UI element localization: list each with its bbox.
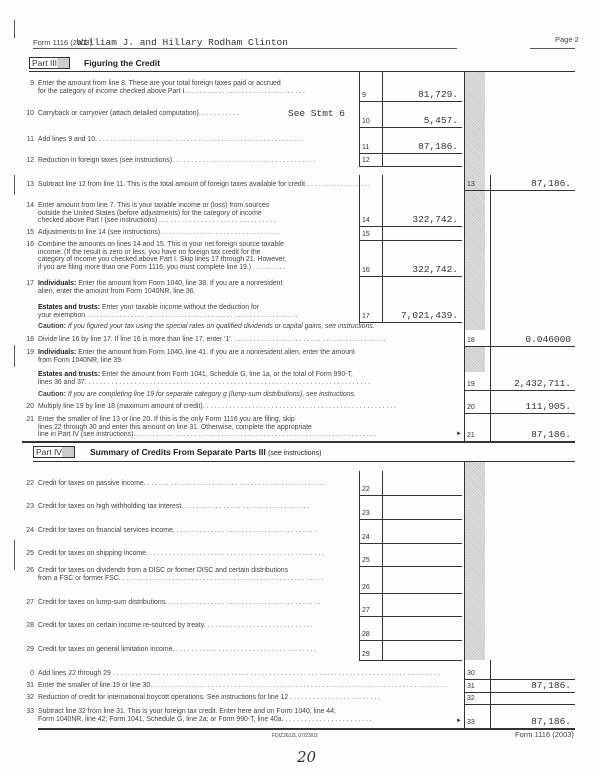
amount-value: 2,432,711. [513, 378, 571, 389]
part4-title-note: (see instructions) [268, 450, 322, 457]
caution-text: If you are completing line 19 for separate category g (lump-sum distributions), see instructions. [67, 391, 356, 398]
shaded-column [465, 462, 485, 660]
part3-label: Part III [29, 57, 70, 69]
part4-label: Part IV [33, 446, 75, 458]
line-number: 13 [26, 181, 34, 188]
part3-top-rule [29, 71, 575, 72]
box-line-number: 18 [467, 337, 475, 344]
line-text-part: category of income you checked above Part I. Skip lines 17 through 21. However, [38, 256, 287, 264]
amount-box-rule [359, 616, 462, 641]
box-line-number: 30 [467, 670, 475, 677]
line-number: 23 [26, 503, 34, 510]
line-text-part: lines 22 through 30 and enter this amount on line 31. Otherwise, complete the appropriate [38, 423, 312, 431]
line-text-part: Enter the amount from Form 1040, line 41. If you are a nonresident alien, enter the amount [78, 349, 355, 356]
footer-code: FDIZ2612L 07/23/03 [272, 733, 318, 739]
line-text-part: Enter the smaller of line 19 or line 30. . . . . . . . . . . . . . . . . . . . . . . . . . . . . . . . . . . . . . . . . . . . . . . . . . . . . . . . . . . . . . . . . . . . . . . . . . . . . . [38, 682, 447, 689]
box-line-number: 17 [362, 313, 370, 320]
line-text [38, 229, 279, 237]
line-text [38, 110, 239, 118]
line-text-part: Subtract line 12 from line 11. This is the total amount of foreign taxes available for credit . . . . . . . . . . . . . . . . . [38, 181, 371, 188]
box-line-number: 24 [362, 534, 370, 541]
header-rule [530, 48, 575, 49]
footer-form-label: Form 1116 (2003) [515, 730, 574, 739]
line-number: 21 [26, 416, 34, 423]
box-line-number: 16 [362, 267, 370, 274]
scan-mark [14, 540, 15, 570]
line-text-part: lines 36 and 37. . . . . . . . . . . . . . . . . . . . . . . . . . . . . . . . . . . . . . . . . . . . . . . . . . . . . . . . . . . . . . . . . . . . . . . . . . . [38, 378, 370, 386]
line-text-part: Credit for taxes on passive income. . . . . . . . . . . . . . . . . . . . . . . . . . . . . . . . . . . . . . . . . . . . . . . . [38, 480, 326, 487]
line-number: 22 [26, 480, 34, 487]
amount-box-rule [359, 226, 462, 241]
bold-label: Estates and trusts: [38, 371, 101, 378]
line-text [38, 280, 282, 295]
box-line-number: 20 [467, 404, 475, 411]
bold-label: Individuals: [38, 349, 77, 356]
line-text [38, 567, 324, 582]
amount-value: 87,186. [531, 716, 571, 727]
box-line-number: 15 [362, 231, 370, 238]
scan-mark [14, 345, 15, 367]
taxpayer-name: William J. and Hillary Rodham Clinton [77, 37, 288, 48]
amount-box-rule [359, 566, 462, 594]
handwritten-page-number: 20 [297, 748, 317, 766]
box-line-number: 25 [362, 557, 370, 564]
line-text-part: Enter your taxable income without the deduction for [101, 304, 260, 311]
line-text [38, 480, 326, 488]
box-line-number: 13 [467, 181, 475, 188]
line-text-part: your exemption. . . . . . . . . . . . . . . . . . . . . . . . . . . . . . . . . . . . . . . . . . . . . . . . . . . . . . . . [38, 311, 298, 319]
line-text [38, 157, 316, 165]
arrow-icon: ► [456, 431, 462, 437]
amount-value: 5,457. [423, 115, 458, 126]
line-number: 15 [26, 229, 34, 236]
line-text-part: from Form 1040NR, line 39. [38, 356, 124, 364]
line-number: 33 [26, 708, 34, 715]
line-number: 32 [26, 694, 34, 701]
line-number: 17 [26, 280, 34, 287]
amount-box-rule [359, 495, 462, 520]
amount-box-rule [359, 519, 462, 544]
line-text [38, 622, 313, 630]
amount-box-rule [359, 543, 462, 567]
shaded-column [465, 346, 485, 372]
caution-line-17 [38, 323, 375, 331]
line-text [38, 416, 377, 439]
line-text [38, 694, 380, 702]
amount-value: 7,021,439. [400, 310, 458, 321]
line-text [38, 646, 316, 654]
line-text-part: Reduction of credit for international boycott operations. See instructions for line 12 . . . . . . . . . . . . . . . . . . . . . . . . [38, 694, 381, 701]
line-text-part: from a FSC or former FSC. . . . . . . . . . . . . . . . . . . . . . . . . . . . . . . . . . . . . . . . . . . . . . . . . . . . . . [38, 574, 324, 582]
line-text [38, 136, 304, 144]
line-number: 9 [30, 80, 34, 87]
line-text [38, 304, 298, 319]
line-text [38, 550, 324, 558]
box-line-number: 9 [362, 92, 366, 99]
line-text-part: Enter the amount from Form 1041, Schedule G, line 1a, or the total of Form 990-T, [101, 371, 353, 378]
header-rule [33, 48, 457, 49]
box-line-number: 22 [362, 486, 370, 493]
line-text-part: Combine the amounts on lines 14 and 15. This is your net foreign source taxable [38, 241, 284, 248]
line-number: 25 [26, 550, 34, 557]
box-line-number: 14 [362, 217, 370, 224]
box-line-number: 21 [467, 432, 475, 439]
line-text-part: Divide line 16 by line 17. If line 16 is more than line 17, enter '1'. . . . . . . . . . . . . . . . . . . . . . . . . . . . . . . . . . . . . . . . . [38, 336, 386, 343]
box-line-number: 10 [362, 118, 370, 125]
shaded-column [465, 72, 485, 330]
line-text-part: Credit for taxes on shipping income. . . . . . . . . . . . . . . . . . . . . . . . . . . . . . . . . . . . . . . . . . . . . . . [38, 550, 325, 557]
box-line-number: 23 [362, 510, 370, 517]
line-text [38, 202, 276, 225]
line-number: 24 [26, 527, 34, 534]
part4-title-text: Summary of Credits From Separate Parts III [90, 447, 266, 457]
line-text [38, 503, 310, 511]
line-number: 0 [30, 670, 34, 677]
box-line-number: 11 [362, 144, 370, 151]
line-text-part: Credit for taxes on dividends from a DISC or former DISC and certain distributions [38, 567, 289, 574]
caution-text: If you figured your tax using the special rates on qualified dividends or capital gains, see instructions. [67, 323, 375, 330]
box-line-number: 27 [362, 607, 370, 614]
amount-box-rule [359, 471, 462, 496]
part3-title: Figuring the Credit [84, 58, 161, 68]
line-number: 26 [26, 567, 34, 574]
caution-label: Caution: [38, 323, 66, 330]
line-number: 12 [26, 157, 34, 164]
line-text-part: Enter the smaller of line 13 or line 20. If this is the only Form 1116 you are filing, skip [38, 416, 295, 423]
amount-box-rule [464, 665, 575, 680]
line-number: 11 [26, 136, 34, 143]
line-text [38, 403, 396, 411]
line-text-part: Form 1040NR, line 42; Form 1041, Schedule G, line 2a; or Form 990-T, line 40a. . . . . . . . . . . . . . . . . . . . . . . . [38, 715, 372, 723]
line-number: 28 [26, 622, 34, 629]
bold-label: Estates and trusts: [38, 304, 101, 311]
amount-value: 87,186. [531, 429, 571, 440]
line-number: 19 [26, 349, 34, 356]
line-text [38, 599, 320, 607]
box-line-number: 32 [467, 695, 475, 702]
line-text-part: alien, enter the amount from Form 1040NR, line 36. [38, 287, 196, 295]
amount-value: 81,729. [418, 89, 458, 100]
line-number: 16 [26, 241, 34, 248]
box-line-number: 31 [467, 683, 475, 690]
box-line-number: 29 [362, 651, 370, 658]
part4-top-rule [33, 461, 575, 462]
line-text-part: Credit for taxes on certain income re-sourced by treaty. . . . . . . . . . . . . . . . . . . . . . . . . . . . . [38, 622, 313, 629]
amount-value: 322,742. [412, 214, 458, 225]
line-text-part: line in Part IV (see instructions). . . . . . . . . . . . . . . . . . . . . . . . . . . . . . . . . . . . . . . . . . . . . . . . . . . . . . . . . . . . . . . . [38, 431, 377, 439]
line-text-part: Credit for taxes on general limitation income. . . . . . . . . . . . . . . . . . . . . . . . . . . . . . . . . . . . . . [38, 646, 317, 653]
line-text-part: checked above Part I (see instructions) . . . . . . . . . . . . . . . . . . . . . . . . . . . . . . . [38, 217, 276, 225]
line-number: 14 [26, 202, 34, 209]
line-text-part: Credit for taxes on high withholding tax interest. . . . . . . . . . . . . . . . . . . . . . . . . . . . . . . . . . [38, 503, 310, 510]
form-bottom-rule [38, 728, 575, 730]
box-line-number: 28 [362, 631, 370, 638]
line-text [38, 80, 305, 95]
line-text-part: for the category of income checked above Part I. . . . . . . . . . . . . . . . . . . . . . . . . . . . . . . . [38, 87, 305, 95]
line-number: 18 [26, 336, 34, 343]
scan-mark [14, 175, 15, 195]
line-text [38, 241, 286, 271]
line-number: 31 [26, 682, 34, 689]
bold-label: Individuals: [38, 280, 77, 287]
amount-value: 87,186. [418, 141, 458, 152]
box-line-number: 33 [467, 719, 475, 726]
line-text-part: outside the United States (before adjustments) for the category of income [38, 209, 262, 217]
part4-title [90, 447, 321, 457]
line-number: 10 [26, 110, 34, 117]
line-number: 29 [26, 646, 34, 653]
amount-box-rule [359, 640, 462, 661]
form-label: Form 1116 (2003) [33, 38, 92, 47]
line-text-part: Subtract line 32 from line 31. This is your foreign tax credit. Enter here and on Form 1040, line 44; [38, 708, 336, 715]
caution-line-19 [38, 391, 356, 399]
amount-value: 0.046000 [525, 334, 571, 345]
line-text [38, 527, 316, 535]
line-text-part: Enter the amount from line 8. These are your total foreign taxes paid or accrued [38, 80, 281, 87]
line-text-part: if you are filing more than one Form 1116, you must complete line 19.) . . . . . . . . . [38, 263, 286, 271]
line-text-part: Multiply line 19 by line 18 (maximum amount of credit). . . . . . . . . . . . . . . . . . . . . . . . . . . . . . . . . . . . . . . . . . . . . . . . . . . [38, 403, 397, 410]
line-text [38, 336, 386, 344]
box-line-number: 19 [467, 381, 475, 388]
line-text [38, 708, 372, 723]
amount-box-rule [359, 153, 462, 167]
line-text [38, 349, 355, 364]
line-text-part: Credit for taxes on lump-sum distributions. . . . . . . . . . . . . . . . . . . . . . . . . . . . . . . . . . . . . . . . . [38, 599, 321, 606]
line-text [38, 371, 370, 386]
line-text-part: Carryback or carryover (attach detailed computation). . . . . . . . . . . [38, 110, 240, 117]
scan-mark [14, 20, 15, 38]
line-text [38, 682, 447, 690]
line-text-part: Enter amount from line 7. This is your taxable income or (loss) from sources [38, 202, 270, 209]
line-text-part: Add lines 22 through 29 . . . . . . . . . . . . . . . . . . . . . . . . . . . . . . . . . . . . . . . . . . . . . . . . . . . . . . . . . . . . . . . . . . . . . . . . . . . . . . . . . . . . . . [38, 670, 441, 677]
amount-value: 87,186. [531, 680, 571, 691]
line-number: 27 [26, 599, 34, 606]
line-text [38, 181, 370, 189]
page-number: Page 2 [555, 35, 579, 44]
line-text-part: Enter the amount from Form 1040, line 38. If you are a nonresident [78, 280, 283, 287]
line-text [38, 670, 440, 678]
line-text-part: Reduction in foreign taxes (see instructions). . . . . . . . . . . . . . . . . . . . . . . . . . . . . . . . . . . . . . [38, 157, 316, 164]
amount-value: 322,742. [412, 264, 458, 275]
line-text-part: Credit for taxes on financial services income. . . . . . . . . . . . . . . . . . . . . . . . . . . . . . . . . . . . . . [38, 527, 317, 534]
line-text-part: Add lines 9 and 10. . . . . . . . . . . . . . . . . . . . . . . . . . . . . . . . . . . . . . . . . . . . . . . . . . . . . . . [38, 136, 304, 143]
arrow-icon: ► [456, 718, 462, 724]
line-number: 20 [26, 403, 34, 410]
line-text-part: income. (If the result is zero or less, you have no foreign tax credit for the [38, 248, 261, 256]
line-text-part: Adjustments to line 14 (see instructions) . . . . . . . . . . . . . . . . . . . . . . . . . . . . . . . [38, 229, 279, 236]
caution-label: Caution: [38, 391, 66, 398]
amount-value: 111,905. [525, 401, 571, 412]
amount-value: 87,186. [531, 178, 571, 189]
box-line-number: 12 [362, 157, 370, 164]
box-line-number: 26 [362, 584, 370, 591]
see-statement-note: See Stmt 6 [288, 108, 346, 119]
amount-box-rule [359, 593, 462, 617]
